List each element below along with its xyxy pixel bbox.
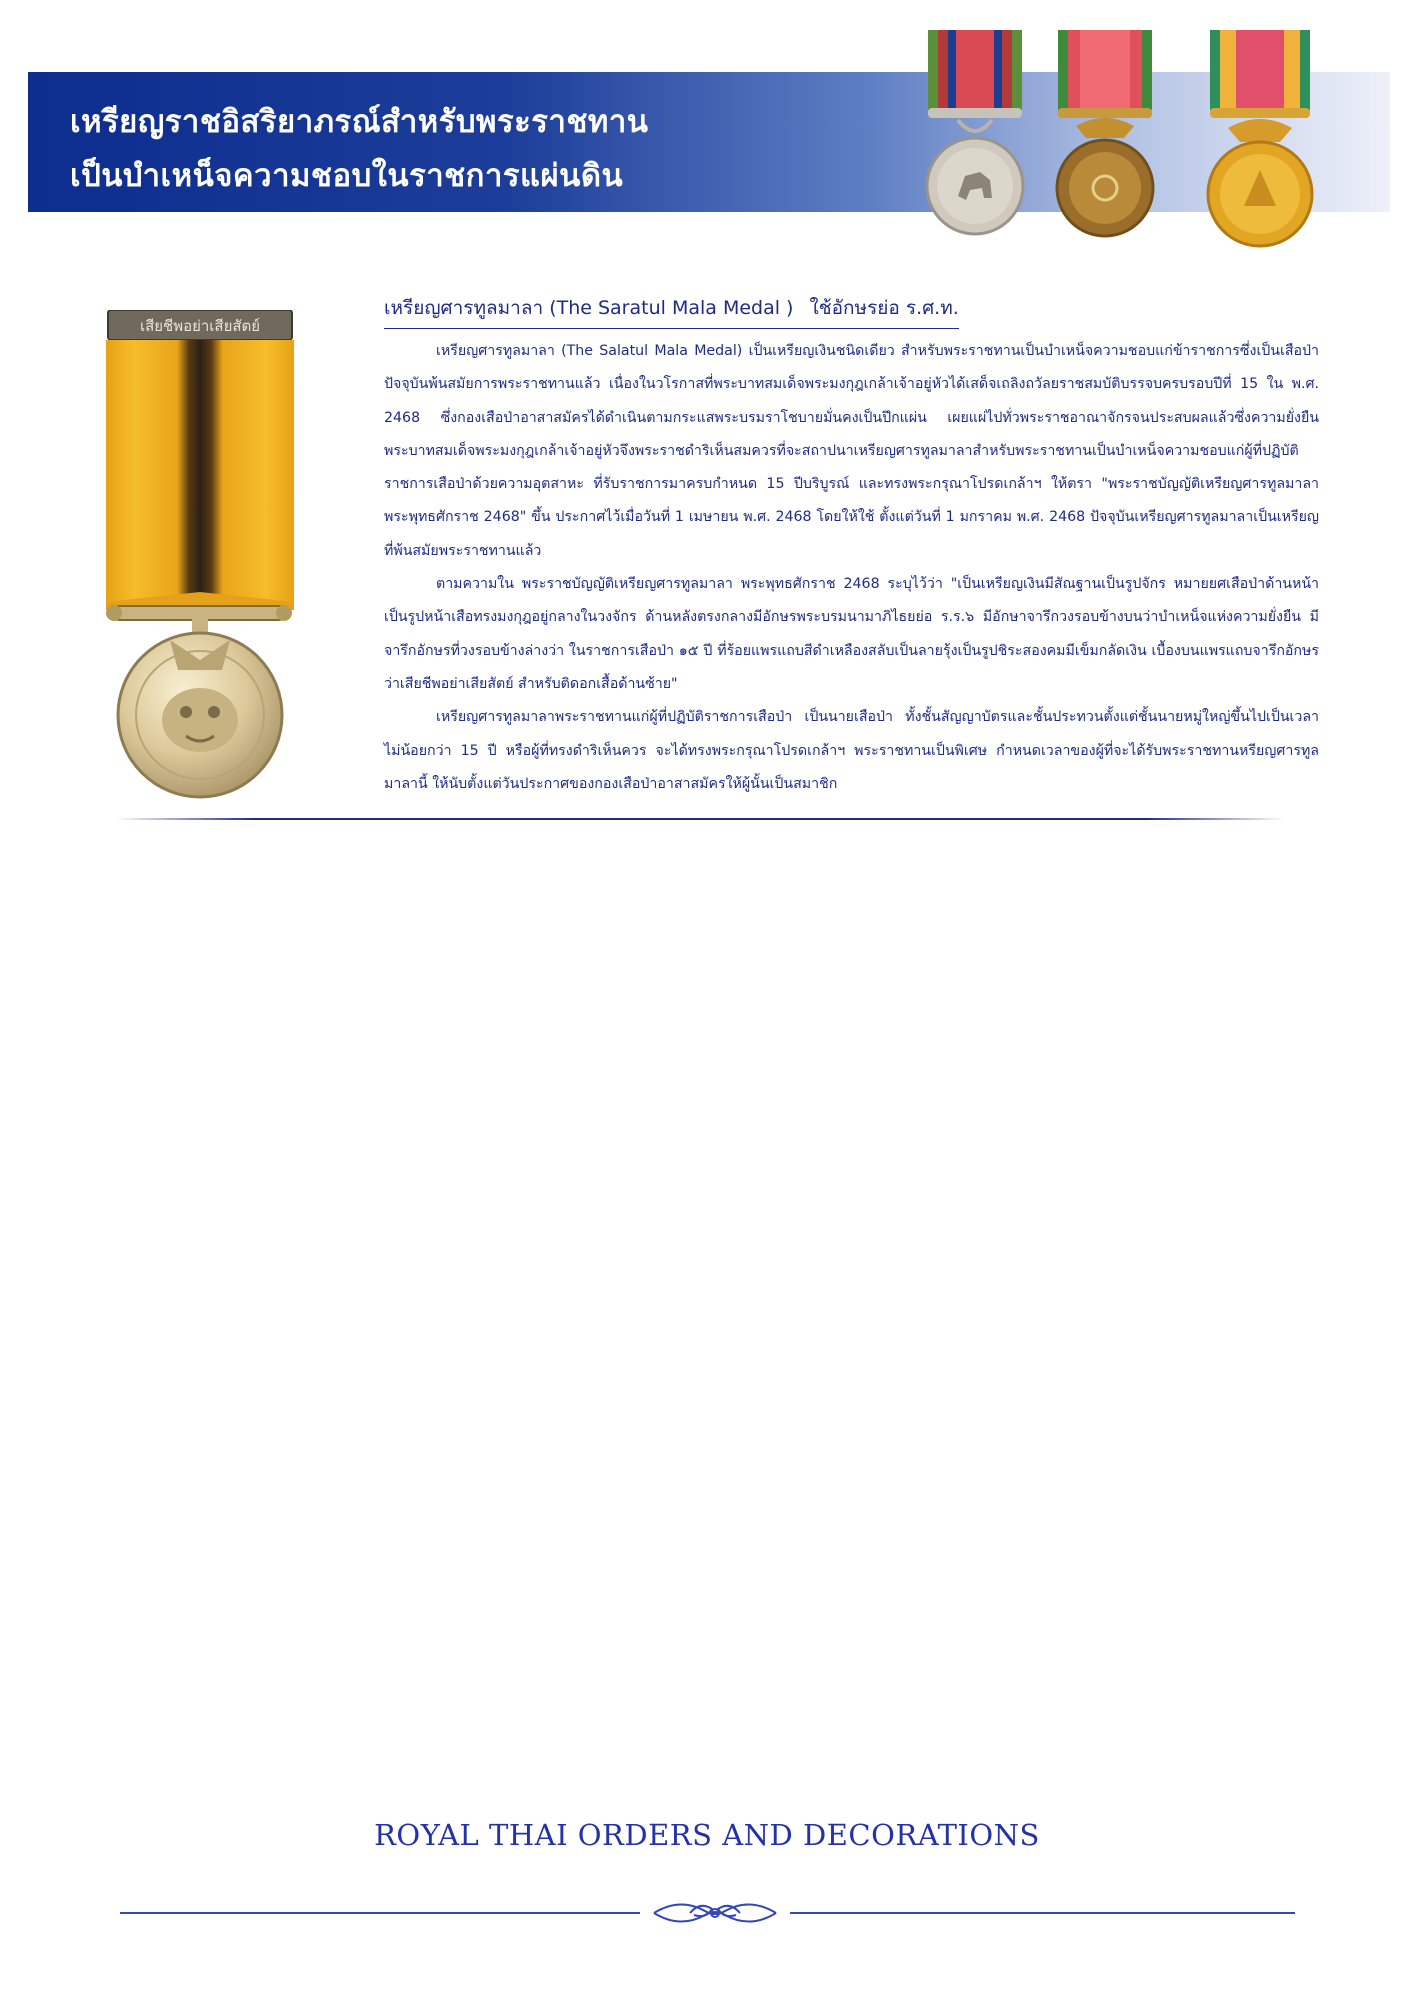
- header-medal-gold: [1200, 30, 1320, 250]
- flourish-ornament-icon: [650, 1893, 780, 1937]
- article-abbreviation: ใช้อักษรย่อ ร.ศ.ท.: [809, 297, 959, 319]
- article-paragraph: เหรียญศารทูลมาลาพระราชทานแก่ผู้ที่ปฏิบัติราชการเสือป่า เป็นนายเสือป่า ทั้งชั้นสัญญาบัตรและชั้นประทวนตั้งแต่ชั้นนายหมู่ใหญ่ขึ้นไปเป็นเวลาไม่น้อยกว่า 15 ปี หรือผู้ที่ทรงดำริเห็นควร จะได้ทรงพระกรุณาโปรดเกล้าฯ พระราชทานเป็นพิเศษ กำหนดเวลาของผู้ที่จะได้รับพระราชทานหรียญศารทูลมาลานี้ ให้นับตั้งแต่วันประกาศของกองเสือป่าอาสาสมัครให้ผู้นั้นเป็นสมาชิก: [384, 709, 1319, 792]
- footer-title: ROYAL THAI ORDERS AND DECORATIONS: [374, 1818, 1040, 1852]
- header-medal-silver: [920, 30, 1030, 240]
- article-paragraph: เหรียญศารทูลมาลา (The Salatul Mala Medal) เป็นเหรียญเงินชนิดเดียว สำหรับพระราชทานเป็นบำเหน็จความชอบแก่ข้าราชการซึ่งเป็นเสือป่า ปัจจุบันพ้นสมัยการพระราชทานแล้ว เนื่องในวโรกาสที่พระบาทสมเด็จพระมงกุฎเกล้าเจ้าอยู่หัวได้เสด็จเถลิงถวัลยราชสมบัติบรรจบครบรอบปีที่ 15 ใน พ.ศ. 2468 ซึ่งกองเสือป่าอาสาสมัครได้ดำเนินตามกระแสพระบรมราโชบายมั่นคงเป็นปึกแผ่น เผยแผ่ไปทั่วพระราชอาณาจักรจนประสบผลแล้วซึ่งความยั่งยืน พระบาทสมเด็จพระมงกุฎเกล้าเจ้าอยู่หัวจึงพระราชดำริเห็นสมควรที่จะสถาปนาเหรียญศารทูลมาลาสำหรับพระราชทานเป็นบำเหน็จความชอบแก่ผู้ที่ปฏิบัติราชการเสือป่าด้วยความอุตสาหะ ที่รับราชการมาครบกำหนด 15 ปีบริบูรณ์ และทรงพระกรุณาโปรดเกล้าฯ ให้ตรา "พระราชบัญญัติเหรียญศารทูลมาลา พระพุทธศักราช 2468" ขึ้น ประกาศไว้เมื่อวันที่ 1 เมษายน พ.ศ. 2468 โดยให้ใช้ ตั้งแต่วันที่ 1 มกราคม พ.ศ. 2468 ปัจจุบันเหรียญศารทูลมาลาเป็นเหรียญที่พ้นสมัยพระราชทานแล้ว: [384, 343, 1319, 559]
- article-body: [384, 335, 1319, 801]
- article-title-name: เหรียญศารทูลมาลา (The Saratul Mala Medal ): [384, 297, 794, 319]
- section-divider: [115, 818, 1285, 820]
- footer-line-left: [120, 1912, 640, 1914]
- header-title-line2: เป็นบำเหน็จความชอบในราชการแผ่นดิน: [70, 158, 624, 194]
- saratul-mala-medal-image: [100, 310, 300, 804]
- article-title: [384, 293, 959, 329]
- footer-line-right: [790, 1912, 1295, 1914]
- header-title-line1: เหรียญราชอิสริยาภรณ์สำหรับพระราชทาน: [70, 104, 649, 140]
- header-medal-bronze: [1050, 30, 1160, 240]
- ribbon-clasp-text: เสียชีพอย่าเสียสัตย์: [139, 317, 261, 335]
- article-paragraph: ตามความใน พระราชบัญญัติเหรียญศารทูลมาลา พระพุทธศักราช 2468 ระบุไว้ว่า "เป็นเหรียญเงินมีสัณฐานเป็นรูปจักร หมายยศเสือป่าด้านหน้าเป็นรูปหน้าเสือทรงมงกุฎอยู่กลางในวงจักร ด้านหลังตรงกลางมีอักษรพระบรมนามาภิไธยย่อ ร.ร.๖ มีอักษาจารึกวงรอบข้างบนว่าบำเหน็จแห่งความยั่งยืน มีจารึกอักษรที่วงรอบข้างล่างว่า ในราชการเสือป่า ๑๕ ปี ที่ร้อยแพรแถบสีดำเหลืองสลับเป็นลายรุ้งเป็นรูปชิระสองคมมีเข็มกลัดเงิน เบื้องบนแพรแถบจารึกอักษรว่าเสียชีพอย่าเสียสัตย์ สำหรับติดอกเสื้อด้านซ้าย": [384, 576, 1319, 692]
